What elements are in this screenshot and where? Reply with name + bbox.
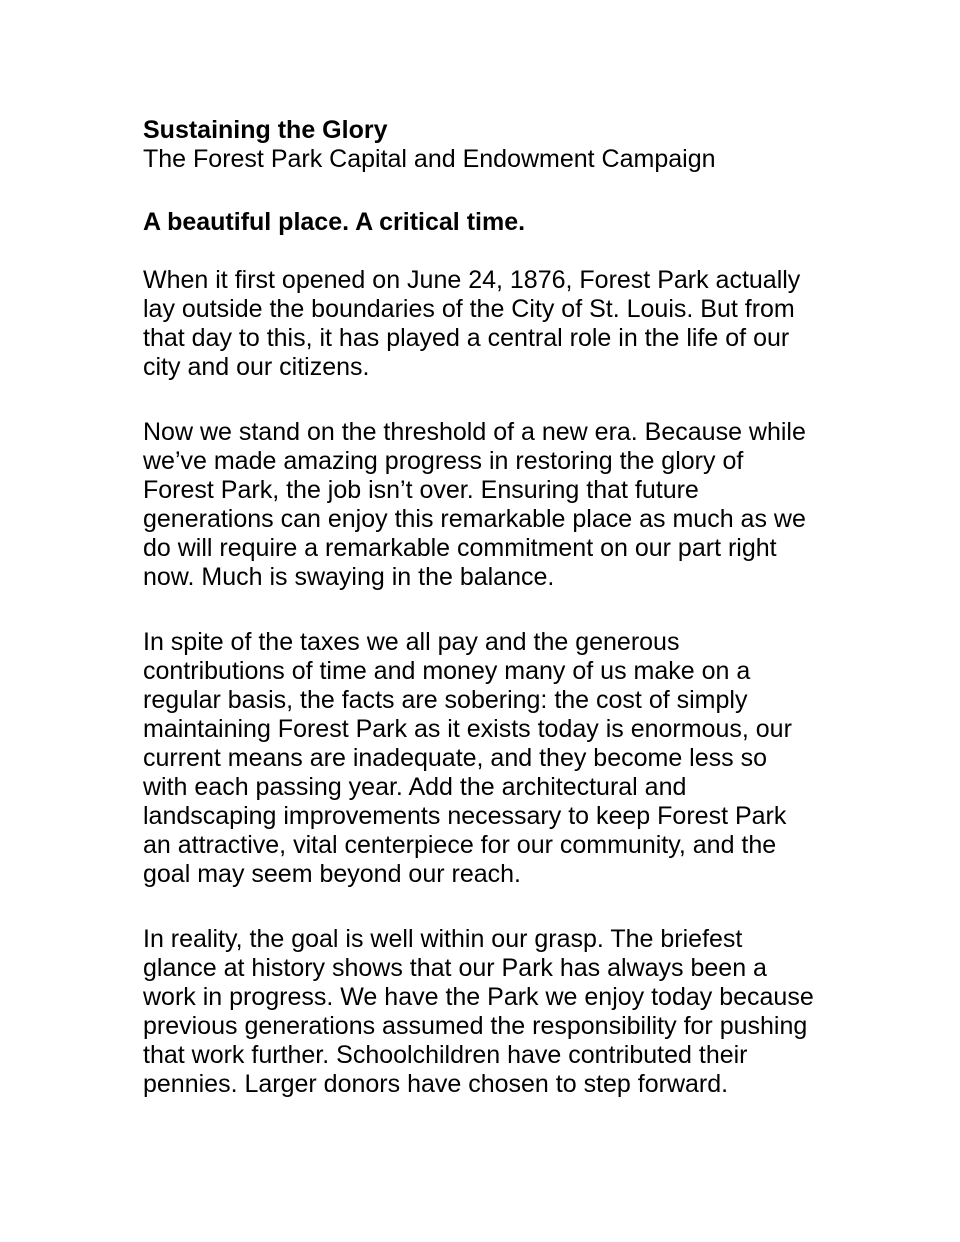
text-block — [143, 116, 818, 1099]
document-subtitle: The Forest Park Capital and Endowment Campaign — [143, 145, 716, 173]
paragraph-sobering-facts: In spite of the taxes we all pay and the generous contributions of time and money many of us make on a regular basis, the facts are sobering: the cost of simply maintaining Forest Park as it exists today is enormous, our current means are inadequate, and they become less so with each passing year. Add the architectural and landscaping improvements necessary to keep Forest Park an attractive, vital centerpiece for our community, and the goal may seem beyond our reach. — [143, 628, 792, 888]
section-heading: A beautiful place. A critical time. — [143, 208, 526, 236]
document-title: Sustaining the Glory — [143, 116, 388, 144]
paragraph-new-era: Now we stand on the threshold of a new era. Because while we’ve made amazing progress in restoring the glory of Forest Park, the job isn’t over. Ensuring that future generations can enjoy this remarkable place as much as we do will require a remarkable commitment on our part right now. Much is swaying in the balance. — [143, 418, 806, 591]
paragraph-opening: When it first opened on June 24, 1876, Forest Park actually lay outside the boundaries of the City of St. Louis. But from that day to this, it has played a central role in the life of our city and our citizens. — [143, 266, 801, 381]
paragraph-goal-within-grasp: In reality, the goal is well within our grasp. The briefest glance at history shows that our Park has always been a work in progress. We have the Park we enjoy today because previous generations assumed the responsibility for pushing that work further. Schoolchildren have contributed their pennies. Larger donors have chosen to step forward. — [143, 925, 814, 1098]
